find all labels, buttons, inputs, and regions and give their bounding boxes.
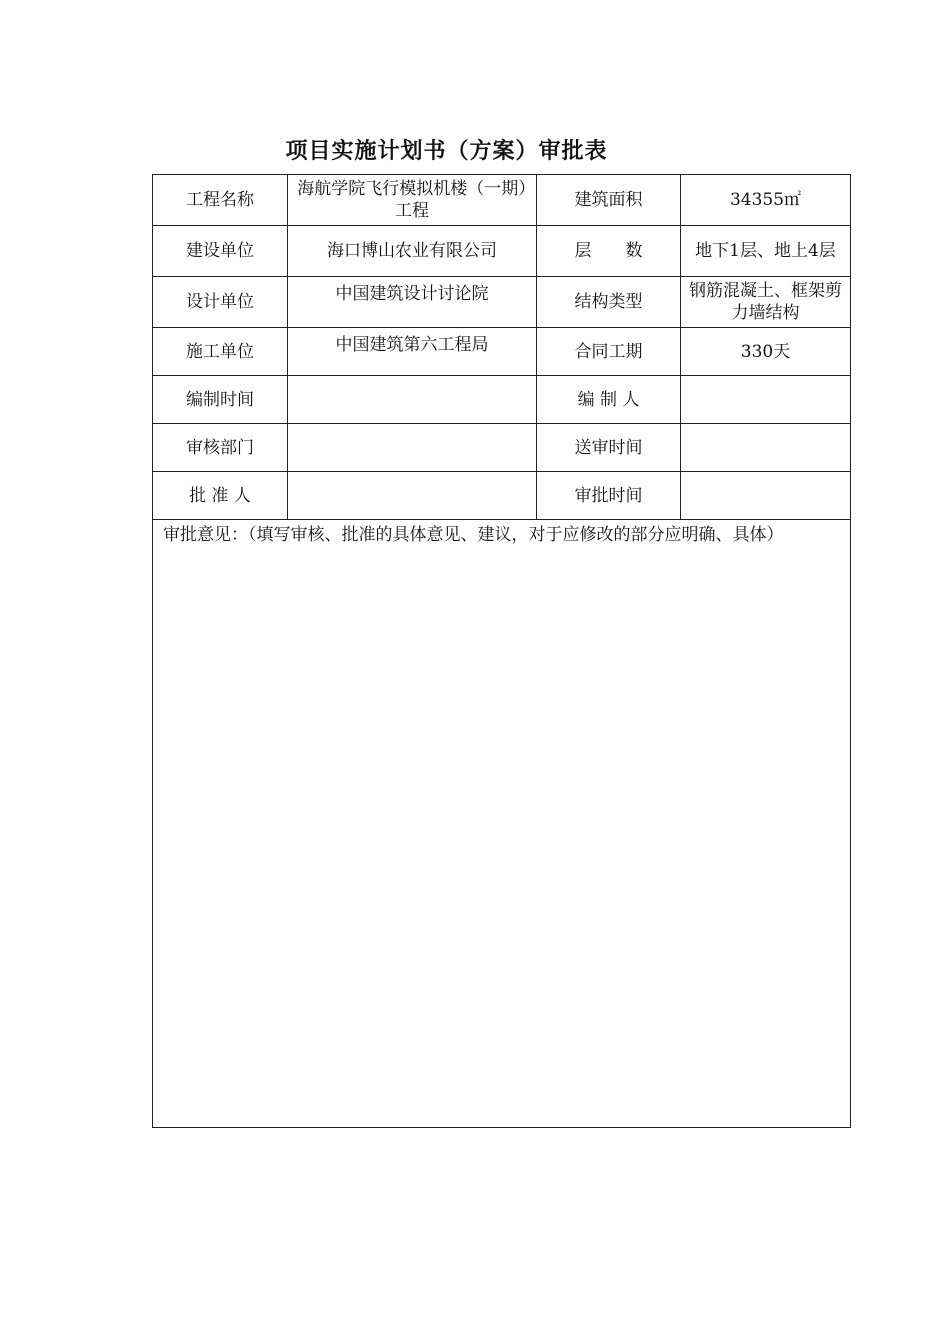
row-contractor — [153, 328, 851, 376]
row-design-unit — [153, 277, 851, 328]
label-structure-type: 结构类型 — [537, 277, 681, 328]
label-compiler: 编 制 人 — [537, 376, 681, 424]
value-review-dept[interactable] — [288, 424, 537, 472]
opinion-label: 审批意见：（填写审核、批准的具体意见、建议，对于应修改的部分应明确、具体） — [163, 525, 784, 545]
row-approver — [153, 472, 851, 520]
row-compile-time — [153, 376, 851, 424]
value-contractor[interactable]: 中国建筑第六工程局 — [288, 328, 537, 376]
row-project-name — [153, 175, 851, 226]
label-submit-time: 送审时间 — [537, 424, 681, 472]
value-building-area[interactable]: 34355㎡ — [681, 175, 851, 226]
label-approval-time: 审批时间 — [537, 472, 681, 520]
label-contractor: 施工单位 — [153, 328, 288, 376]
row-opinion — [153, 520, 851, 1128]
label-compile-time: 编制时间 — [153, 376, 288, 424]
value-compiler[interactable] — [681, 376, 851, 424]
value-floors[interactable]: 地下1层、地上4层 — [681, 226, 851, 277]
label-design-unit: 设计单位 — [153, 277, 288, 328]
label-project-name: 工程名称 — [153, 175, 288, 226]
value-submit-time[interactable] — [681, 424, 851, 472]
label-floors: 层 数 — [537, 226, 681, 277]
value-project-name[interactable]: 海航学院飞行模拟机楼（一期）工程 — [288, 175, 537, 226]
label-construction-unit: 建设单位 — [153, 226, 288, 277]
value-structure-type[interactable]: 钢筋混凝土、框架剪力墙结构 — [681, 277, 851, 328]
label-approver: 批 准 人 — [153, 472, 288, 520]
approval-form-table — [152, 174, 851, 1128]
value-approval-time[interactable] — [681, 472, 851, 520]
value-contract-period[interactable]: 330天 — [681, 328, 851, 376]
label-building-area: 建筑面积 — [537, 175, 681, 226]
value-compile-time[interactable] — [288, 376, 537, 424]
opinion-cell[interactable] — [153, 520, 851, 1128]
value-construction-unit[interactable]: 海口博山农业有限公司 — [288, 226, 537, 277]
row-review-dept — [153, 424, 851, 472]
value-approver[interactable] — [288, 472, 537, 520]
row-construction-unit — [153, 226, 851, 277]
label-review-dept: 审核部门 — [153, 424, 288, 472]
label-contract-period: 合同工期 — [537, 328, 681, 376]
value-design-unit[interactable]: 中国建筑设计讨论院 — [288, 277, 537, 328]
page-title: 项目实施计划书（方案）审批表 — [285, 139, 608, 164]
